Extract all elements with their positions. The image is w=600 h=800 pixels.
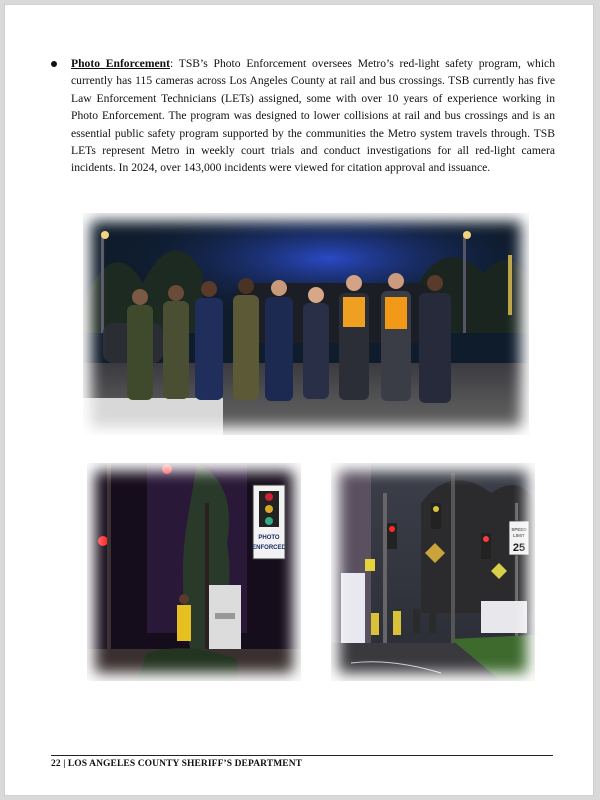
footer-rule: [51, 755, 553, 756]
photo-enforced-sign-text-2: ENFORCED: [252, 545, 286, 551]
photo-enforced-sign-text-1: PHOTO: [258, 535, 280, 541]
paragraph-title: Photo Enforcement: [71, 57, 170, 70]
footer-separator: |: [63, 759, 66, 769]
photo-enforcement-paragraph: [71, 55, 555, 177]
paragraph-body: : TSB’s Photo Enforcement oversees Metro’s red-light safety program, which currently has 115 cameras across Los Angeles County at rail and bus crossings. TSB currently has five Law Enforcement Technicians (LETs) assigned, some with over 10 years of experience working in Photo Enforcement. The program was designed to lower collisions at rail and bus crossings and is an essential public safety program supported by the communities the Metro system travels through. TSB LETs represent Metro in weekly court trials and conduct investigations for all red-light camera incidents. In 2024, over 143,000 incidents were viewed for citation approval and issuance.: [71, 57, 556, 175]
bullet-icon: [51, 61, 57, 67]
speed-limit-value: 25: [512, 542, 526, 554]
svg-text:LIMIT: LIMIT: [513, 533, 525, 538]
photo-enforced-sign-photo: [87, 463, 301, 681]
footer-department: LOS ANGELES COUNTY SHERIFF’S DEPARTMENT: [67, 759, 303, 769]
document-page: [4, 4, 594, 796]
page-footer: [51, 759, 302, 769]
group-photo: [83, 213, 529, 435]
speed-limit-label: SPEED: [511, 527, 527, 532]
intersection-photo: [331, 463, 535, 681]
page-number: 22: [51, 759, 61, 769]
